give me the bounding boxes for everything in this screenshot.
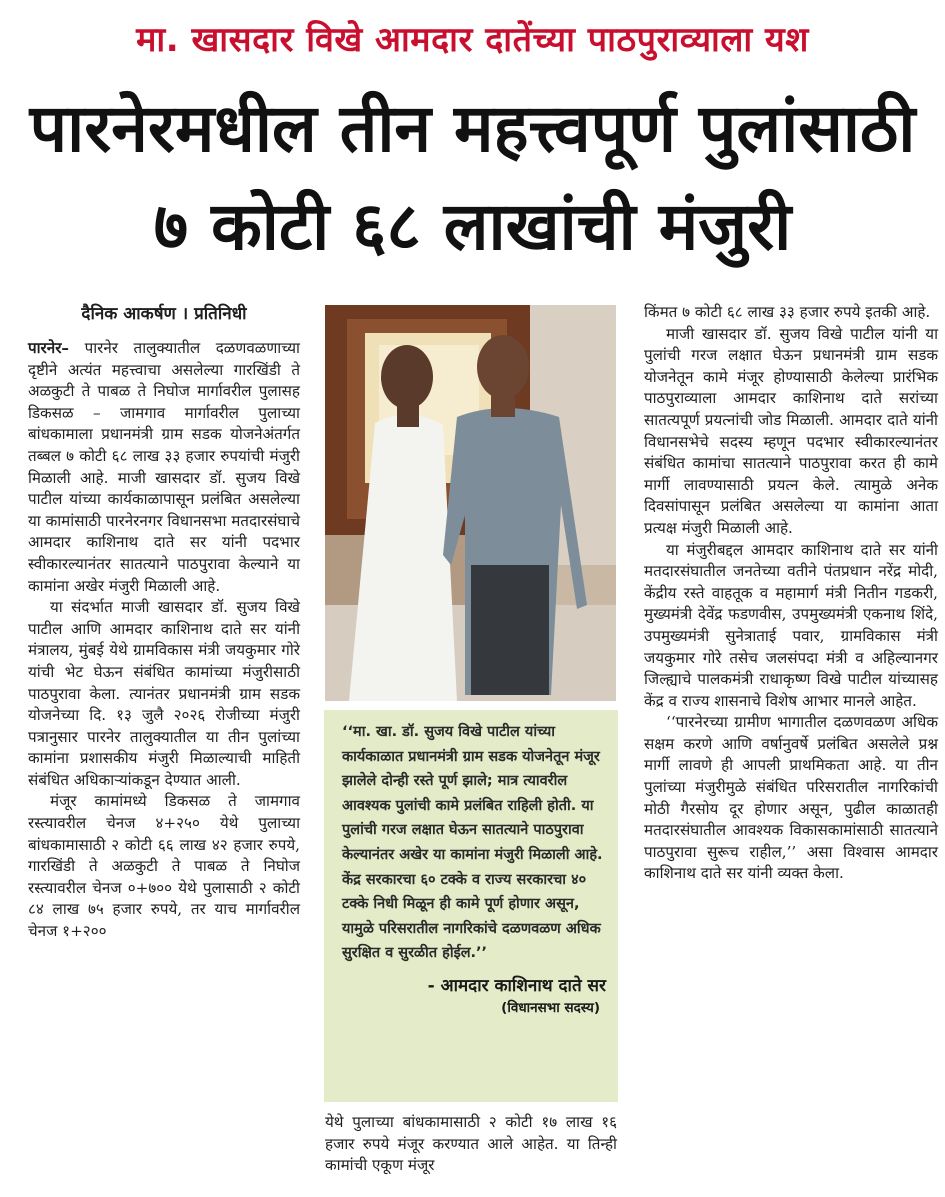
- paragraph: या संदर्भात माजी खासदार डॉ. सुजय विखे पाटील आणि आमदार काशिनाथ दाते सर यांनी मंत्रालय, मुंबई येथे ग्रामविकास मंत्री जयकुमार गोरे यांची भेट घेऊन संबंधित कामांच्या मंजुरीसाठी पाठपुरावा केला. त्यानंतर प्रधानमंत्री ग्राम सडक योजनेच्या दि. १३ जुलै २०२६ रोजीच्या मंजुरी पत्रानुसार पारनेर तालुक्यातील या तीन पुलांच्या कामांना प्रशासकीय मंजुरी मिळाल्याची माहिती संबंधित अधिकाऱ्यांकडून देण्यात आली.: [28, 598, 300, 789]
- pull-quote-text: ‘‘मा. खा. डॉ. सुजय विखे पाटील यांच्या कार्यकाळात प्रधानमंत्री ग्राम सडक योजनेतून मंजूर झालेले दोन्ही रस्ते पूर्ण झाले; मात्र त्यावरील आवश्यक पुलांची कामे प्रलंबित राहिली होती. या पुलांची गरज लक्षात घेऊन सातत्याने पाठपुरावा केल्यानंतर अखेर या कामांना मंजुरी मिळाली आहे. केंद्र सरकारचा ६० टक्के व राज्य सरकारचा ४० टक्के निधी मिळून ही कामे पूर्ण होणार असून, यामुळे परिसरातील नागरिकांचे दळणवळण अधिक सुरक्षित व सुरळीत होईल.’’: [342, 724, 603, 962]
- news-photo: [325, 305, 616, 701]
- paragraph-text: पारनेर तालुक्यातील दळणवळणाच्या दृष्टीने अत्यंत महत्त्वाचा असलेल्या गारखिंडी ते अळकुटी ते पाबळ ते निघोज मार्गावरील पुलासह डिकसळ – जामगाव मार्गावरील पुलाच्या बांधकामाला प्रधानमंत्री ग्राम सडक योजनेअंतर्गत तब्बल ७ कोटी ६८ लाख ३३ हजार रुपयांची मंजुरी मिळाली आहे. माजी खासदार डॉ. सुजय विखे पाटील यांच्या कार्यकाळापासून प्रलंबित असलेल्या या कामांसाठी पारनेरनगर विधानसभा मतदारसंघाचे आमदार काशिनाथ दाते सर यांनी पदभार स्वीकारल्यानंतर सातत्याने पाठपुरावा केल्याने या कामांना अखेर मंजुरी मिळाली आहे.: [28, 339, 300, 595]
- paragraph: मंजूर कामांमध्ये डिकसळ ते जामगाव रस्त्यावरील चेनज ४+२५० येथे पुलाच्या बांधकामासाठी २ कोटी ६६ लाख ४२ हजार रुपये, गारखिंडी ते अळकुटी ते पाबळ ते निघोज रस्त्यावरील चेनज ०+७०० येथे पुलासाठी २ कोटी ८४ लाख ७५ हजार रुपये, तर याच मार्गावरील चेनज १+२००: [28, 792, 300, 941]
- paragraph: किंमत ७ कोटी ६८ लाख ३३ हजार रुपये इतकी आहे.: [644, 303, 931, 321]
- kicker-headline: मा. खासदार विखे आमदार दातेंच्या पाठपुराव्याला यश: [136, 20, 809, 60]
- paragraph: ‘‘पारनेरच्या ग्रामीण भागातील दळणवळण अधिक सक्षम करणे आणि वर्षानुवर्षे प्रलंबित असलेले प्रश्न मार्गी लावणे ही आपली प्राथमिकता आहे. या तीन पुलांच्या मंजुरीमुळे संबंधित परिसरातील नागरिकांची मोठी गैरसोय दूर होणार असून, पुढील काळातही मतदारसंघातील आवश्यक विकासकामांसाठी सातत्याने पाठपुरावा सुरूच राहील,’’ असा विश्वास आमदार काशिनाथ दाते सर यांनी व्यक्त केला.: [644, 713, 938, 883]
- dateline: पारनेर–: [28, 339, 70, 357]
- article-column-1: [28, 302, 300, 943]
- pull-quote-author: - आमदार काशिनाथ दाते सर: [427, 975, 606, 996]
- paragraph: या मंजुरीबद्दल आमदार काशिनाथ दाते सर यांनी मतदारसंघातील जनतेच्या वतीने पंतप्रधान नरेंद्र मोदी, केंद्रीय रस्ते वाहतूक व महामार्ग मंत्री नितीन गडकरी, मुख्यमंत्री देवेंद्र फडणवीस, उपमुख्यमंत्री एकनाथ शिंदे, उपमुख्यमंत्री सुनेत्राताई पवार, ग्रामविकास मंत्री जयकुमार गोरे तसेच जलसंपदा मंत्री व अहिल्यानगर जिल्ह्याचे पालकमंत्री राधाकृष्ण विखे पाटील यांच्यासह केंद्र व राज्य शासनाचे विशेष आभार मानले आहेत.: [644, 540, 938, 710]
- photo-illustration: [325, 305, 616, 701]
- paragraph: [28, 338, 300, 597]
- paragraph: येथे पुलाच्या बांधकामासाठी २ कोटी १७ लाख १६ हजार रुपये मंजूर करण्यात आले आहेत. या तिन्ही कामांची एकूण मंजूर: [325, 1113, 617, 1175]
- headline-line-1: पारनेरमधील तीन महत्त्वपूर्ण पुलांसाठी: [29, 90, 916, 167]
- headline-line-2: ७ कोटी ६८ लाखांची मंजुरी: [153, 188, 792, 265]
- pull-quote-role: (विधानसभा सदस्य): [501, 999, 600, 1016]
- pull-quote-box: [324, 710, 618, 1102]
- paragraph: माजी खासदार डॉ. सुजय विखे पाटील यांनी या पुलांची गरज लक्षात घेऊन प्रधानमंत्री ग्राम सडक योजनेतून कामे मंजूर होण्यासाठी केलेल्या प्रारंभिक पाठपुराव्याला आमदार काशिनाथ दाते सरांच्या सातत्यपूर्ण प्रयत्नांची जोड मिळाली. आमदार दाते यांनी विधानसभेचे सदस्य म्हणून पदभार स्वीकारल्यानंतर संबंधित कामांचा सातत्याने पाठपुरावा करत ही कामे मार्गी लावण्यासाठी प्रयत्न केले. त्यामुळे अनेक दिवसांपासून प्रलंबित असलेल्या या कामांना आता प्रत्यक्ष मंजुरी मिळाली आहे.: [644, 324, 938, 537]
- byline: दैनिक आकर्षण । प्रतिनिधी: [81, 304, 247, 324]
- main-headline: [10, 80, 935, 276]
- article-column-3: [644, 302, 938, 885]
- article-column-2: [325, 1112, 617, 1177]
